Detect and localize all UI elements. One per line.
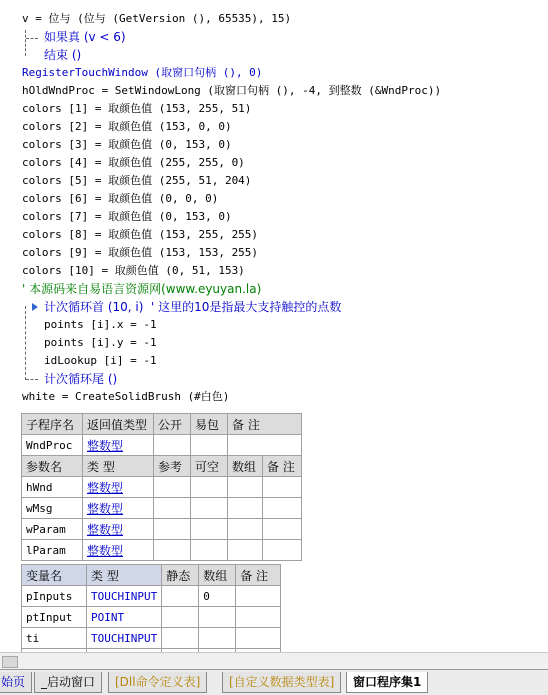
code-text: 计次循环尾 ()	[44, 372, 118, 386]
param-row[interactable]	[22, 519, 302, 540]
nullable-cell[interactable]	[191, 519, 228, 540]
header-cell: 备 注	[263, 456, 302, 477]
param-row[interactable]	[22, 477, 302, 498]
ref-cell[interactable]	[154, 540, 191, 561]
code-text: idLookup [i] = -1	[44, 354, 157, 367]
tab-bar	[0, 669, 548, 695]
public-cell[interactable]	[154, 435, 191, 456]
block-guide	[26, 379, 38, 380]
static-cell[interactable]	[162, 607, 199, 628]
remark-cell[interactable]	[236, 586, 281, 607]
remark-cell[interactable]	[236, 628, 281, 649]
header-cell: 公开	[154, 414, 191, 435]
code-line[interactable]	[44, 298, 341, 316]
package-cell[interactable]	[191, 435, 228, 456]
code-text: 计次循环首 (10, i) ' 这里的10是指最大支持触控的点数	[44, 300, 342, 314]
code-line[interactable]	[22, 388, 229, 406]
var-type-cell[interactable]: TOUCHINPUT	[87, 628, 162, 649]
code-text: colors [4] = 取颜色值 (255, 255, 0)	[22, 156, 245, 169]
code-line[interactable]	[44, 334, 157, 352]
header-cell: 类 型	[87, 565, 162, 586]
code-line[interactable]	[22, 10, 291, 28]
header-cell: 可空	[191, 456, 228, 477]
var-name-cell[interactable]: ptInput	[22, 607, 87, 628]
remark-cell[interactable]	[236, 607, 281, 628]
nullable-cell[interactable]	[191, 540, 228, 561]
code-text: colors [1] = 取颜色值 (153, 255, 51)	[22, 102, 252, 115]
tab-custom-types[interactable]: [自定义数据类型表]	[222, 672, 341, 693]
variable-row[interactable]	[22, 586, 281, 607]
comment-line[interactable]	[22, 280, 261, 298]
code-line[interactable]	[22, 154, 245, 172]
header-cell: 变量名	[22, 565, 87, 586]
code-text: ' 本源码来自易语言资源网(www.eyuyan.la)	[22, 282, 262, 296]
subroutine-table	[21, 413, 302, 561]
block-guide	[26, 38, 38, 39]
param-type-cell[interactable]: 整数型	[83, 519, 154, 540]
nullable-cell[interactable]	[191, 477, 228, 498]
remark-cell[interactable]	[263, 540, 302, 561]
param-name-cell[interactable]: wParam	[22, 519, 83, 540]
loop-arrow-icon	[32, 303, 38, 311]
code-line[interactable]	[22, 100, 251, 118]
code-text: 如果真 (v < 6)	[44, 30, 126, 44]
code-text: RegisterTouchWindow (取窗口句柄 (), 0)	[22, 66, 263, 79]
horizontal-scrollbar[interactable]	[0, 652, 548, 669]
code-text: 结束 ()	[44, 48, 82, 62]
code-text: colors [6] = 取颜色值 (0, 0, 0)	[22, 192, 219, 205]
code-line[interactable]	[22, 82, 441, 100]
header-cell: 备 注	[236, 565, 281, 586]
ref-cell[interactable]	[154, 477, 191, 498]
header-cell: 子程序名	[22, 414, 83, 435]
return-type-cell[interactable]: 整数型	[83, 435, 154, 456]
code-text: colors [2] = 取颜色值 (153, 0, 0)	[22, 120, 232, 133]
code-text: hOldWndProc = SetWindowLong (取窗口句柄 (), -4, 到整数 (&WndProc))	[22, 84, 442, 97]
code-text: v = 位与 (位与 (GetVersion (), 65535), 15)	[22, 12, 292, 25]
ref-cell[interactable]	[154, 519, 191, 540]
param-type-cell[interactable]: 整数型	[83, 477, 154, 498]
variable-row[interactable]	[22, 628, 281, 649]
code-text: white = CreateSolidBrush (#白色)	[22, 390, 230, 403]
nullable-cell[interactable]	[191, 498, 228, 519]
code-line[interactable]	[22, 64, 262, 82]
header-cell: 参数名	[22, 456, 83, 477]
param-type-cell[interactable]: 整数型	[83, 540, 154, 561]
block-guide	[25, 306, 26, 380]
param-type-cell[interactable]: 整数型	[83, 498, 154, 519]
header-cell: 静态	[162, 565, 199, 586]
header-cell: 数组	[228, 456, 263, 477]
header-cell: 备 注	[228, 414, 302, 435]
array-cell[interactable]	[228, 477, 263, 498]
variable-row[interactable]	[22, 607, 281, 628]
code-line[interactable]	[22, 244, 258, 262]
code-line[interactable]	[44, 46, 81, 64]
code-line[interactable]	[22, 208, 232, 226]
header-cell: 参考	[154, 456, 191, 477]
param-row[interactable]	[22, 540, 302, 561]
scrollbar-thumb[interactable]	[2, 656, 18, 668]
code-line[interactable]	[22, 136, 232, 154]
array-cell[interactable]	[199, 628, 236, 649]
code-text: colors [7] = 取颜色值 (0, 153, 0)	[22, 210, 232, 223]
ref-cell[interactable]	[154, 498, 191, 519]
tab-start-page[interactable]: 始页	[0, 672, 32, 693]
code-line[interactable]	[44, 316, 157, 334]
array-cell[interactable]	[228, 519, 263, 540]
remark-cell[interactable]	[228, 435, 302, 456]
array-cell[interactable]	[228, 540, 263, 561]
code-line[interactable]	[22, 172, 251, 190]
code-text: colors [3] = 取颜色值 (0, 153, 0)	[22, 138, 232, 151]
param-name-cell[interactable]: lParam	[22, 540, 83, 561]
var-name-cell[interactable]: pInputs	[22, 586, 87, 607]
code-line[interactable]	[44, 352, 157, 370]
header-cell: 数组	[199, 565, 236, 586]
param-row[interactable]	[22, 498, 302, 519]
array-cell[interactable]	[228, 498, 263, 519]
param-name-cell[interactable]: wMsg	[22, 498, 83, 519]
code-line[interactable]	[44, 370, 117, 388]
header-cell: 易包	[191, 414, 228, 435]
code-text: colors [8] = 取颜色值 (153, 255, 255)	[22, 228, 259, 241]
block-guide	[25, 30, 26, 56]
code-text: colors [10] = 取颜色值 (0, 51, 153)	[22, 264, 245, 277]
code-text: colors [9] = 取颜色值 (153, 153, 255)	[22, 246, 259, 259]
var-type-cell[interactable]: POINT	[87, 607, 162, 628]
static-cell[interactable]	[162, 628, 199, 649]
var-name-cell[interactable]: ti	[22, 628, 87, 649]
remark-cell[interactable]	[263, 519, 302, 540]
remark-cell[interactable]	[263, 498, 302, 519]
sub-name-cell[interactable]: WndProc	[22, 435, 83, 456]
param-name-cell[interactable]: hWnd	[22, 477, 83, 498]
tab-dll-commands[interactable]: [Dll命令定义表]	[108, 672, 207, 693]
var-type-cell[interactable]: TOUCHINPUT	[87, 586, 162, 607]
code-text: colors [5] = 取颜色值 (255, 51, 204)	[22, 174, 252, 187]
code-line[interactable]	[22, 262, 245, 280]
code-line[interactable]	[22, 226, 258, 244]
static-cell[interactable]	[162, 586, 199, 607]
code-text: points [i].y = -1	[44, 336, 157, 349]
code-line[interactable]	[22, 190, 218, 208]
array-cell[interactable]: 0	[199, 586, 236, 607]
tab-startup-window[interactable]: _启动窗口	[34, 672, 102, 693]
tab-window-assembly[interactable]: 窗口程序集1	[346, 672, 428, 693]
code-text: points [i].x = -1	[44, 318, 157, 331]
code-line[interactable]	[44, 28, 126, 46]
code-line[interactable]	[22, 118, 232, 136]
array-cell[interactable]	[199, 607, 236, 628]
header-cell: 类 型	[83, 456, 154, 477]
header-cell: 返回值类型	[83, 414, 154, 435]
remark-cell[interactable]	[263, 477, 302, 498]
